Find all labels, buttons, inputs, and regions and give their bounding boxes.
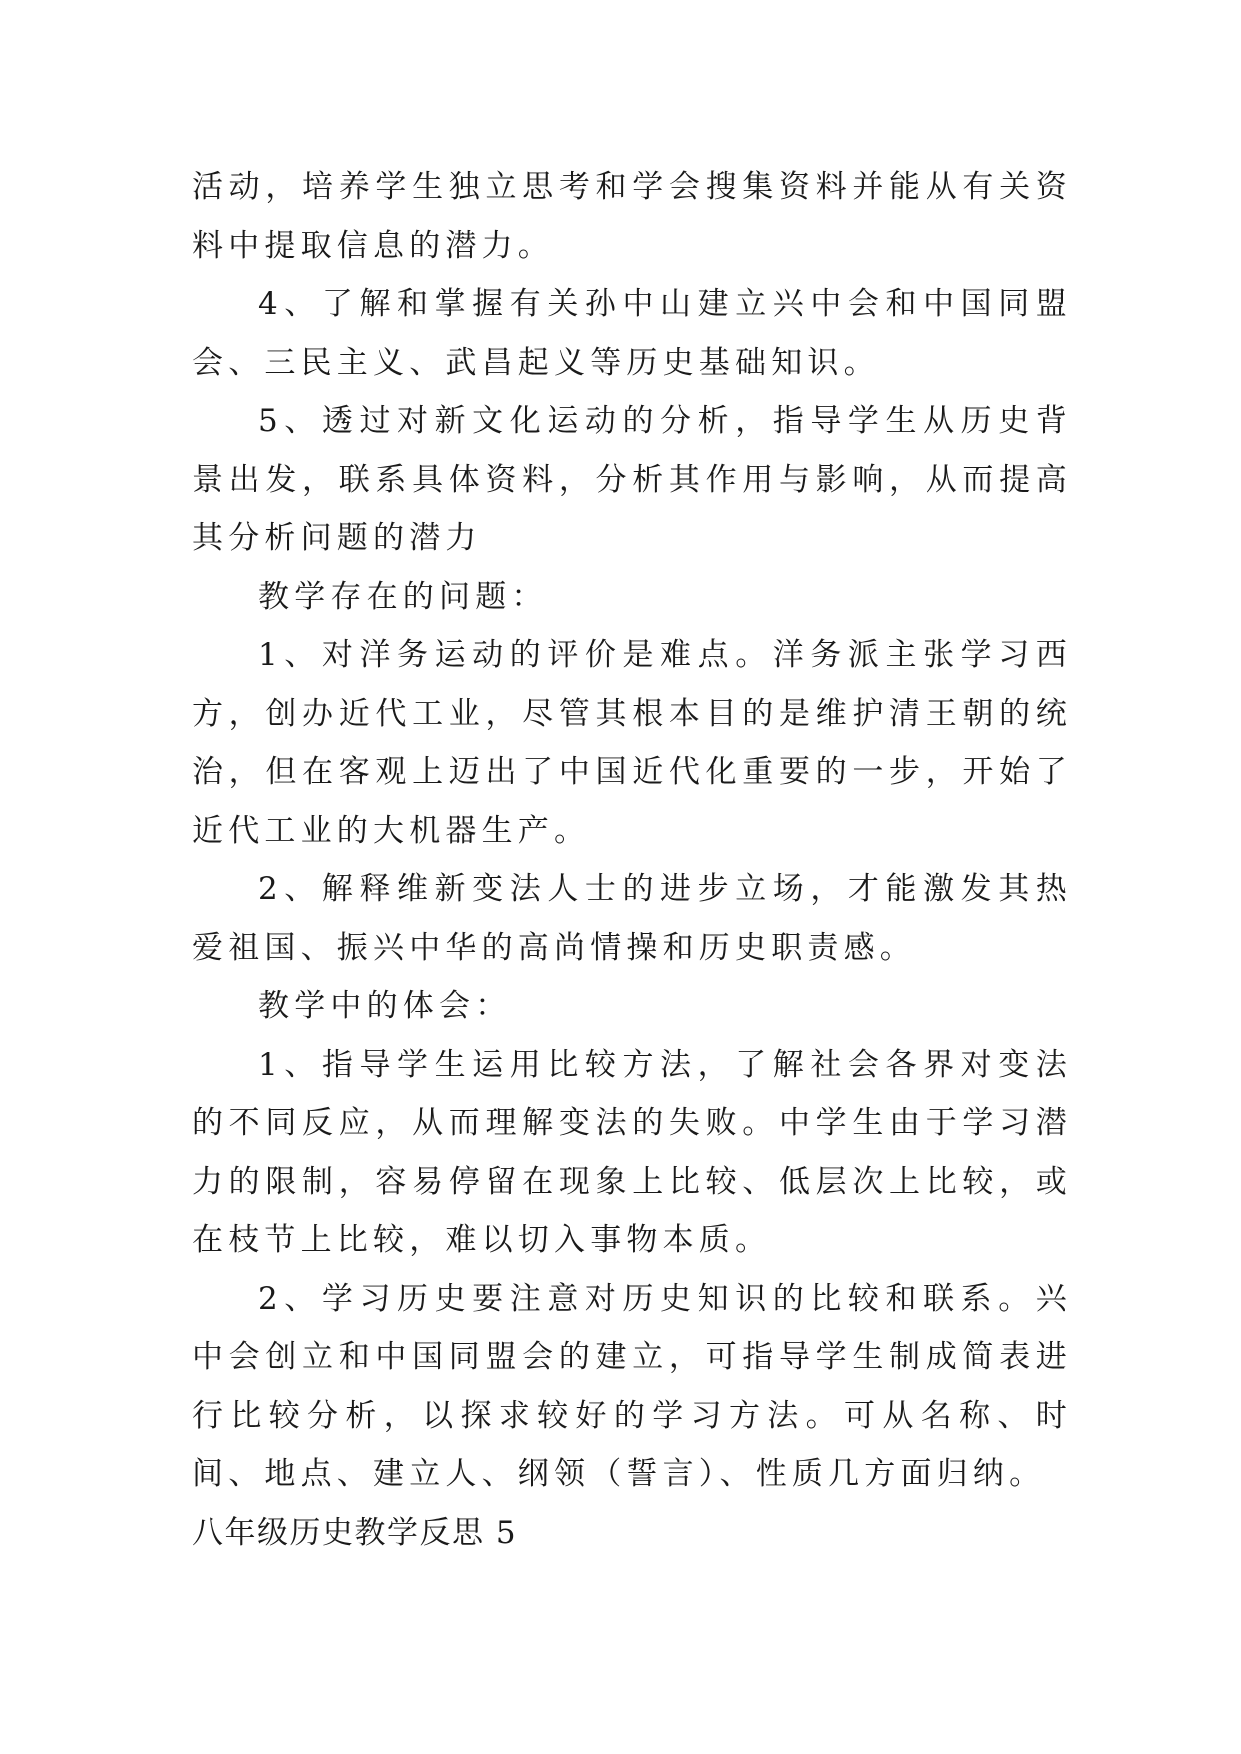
- paragraph: 4、了解和掌握有关孙中山建立兴中会和中国同盟会、三民主义、武昌起义等历史基础知识。: [192, 286, 1072, 381]
- paragraph: 5、透过对新文化运动的分析，指导学生从历史背景出发，联系具体资料，分析其作用与影响，从而提高其分析问题的潜力: [192, 403, 1072, 556]
- section-heading: 八年级历史教学反思 5: [192, 1514, 518, 1551]
- paragraph-subheading: 教学存在的问题：: [258, 578, 548, 615]
- document-body: [192, 158, 1072, 1562]
- paragraph: 1、对洋务运动的评价是难点。洋务派主张学习西方，创办近代工业，尽管其根本目的是维护清王朝的统治，但在客观上迈出了中国近代化重要的一步，开始了近代工业的大机器生产。: [192, 637, 1072, 849]
- paragraph: 2、学习历史要注意对历史知识的比较和联系。兴中会创立和中国同盟会的建立，可指导学生制成简表进行比较分析，以探求较好的学习方法。可从名称、时间、地点、建立人、纲领（誓言）、性质几方面归纳。: [192, 1280, 1072, 1492]
- paragraph: 活动，培养学生独立思考和学会搜集资料并能从有关资料中提取信息的潜力。: [192, 169, 1072, 264]
- paragraph-subheading: 教学中的体会：: [258, 988, 512, 1024]
- paragraph: 1、指导学生运用比较方法，了解社会各界对变法的不同反应，从而理解变法的失败。中学生由于学习潜力的限制，容易停留在现象上比较、低层次上比较，或在枝节上比较，难以切入事物本质。: [192, 1046, 1072, 1258]
- paragraph: 2、解释维新变法人士的进步立场，才能激发其热爱祖国、振兴中华的高尚情操和历史职责感。: [192, 871, 1072, 966]
